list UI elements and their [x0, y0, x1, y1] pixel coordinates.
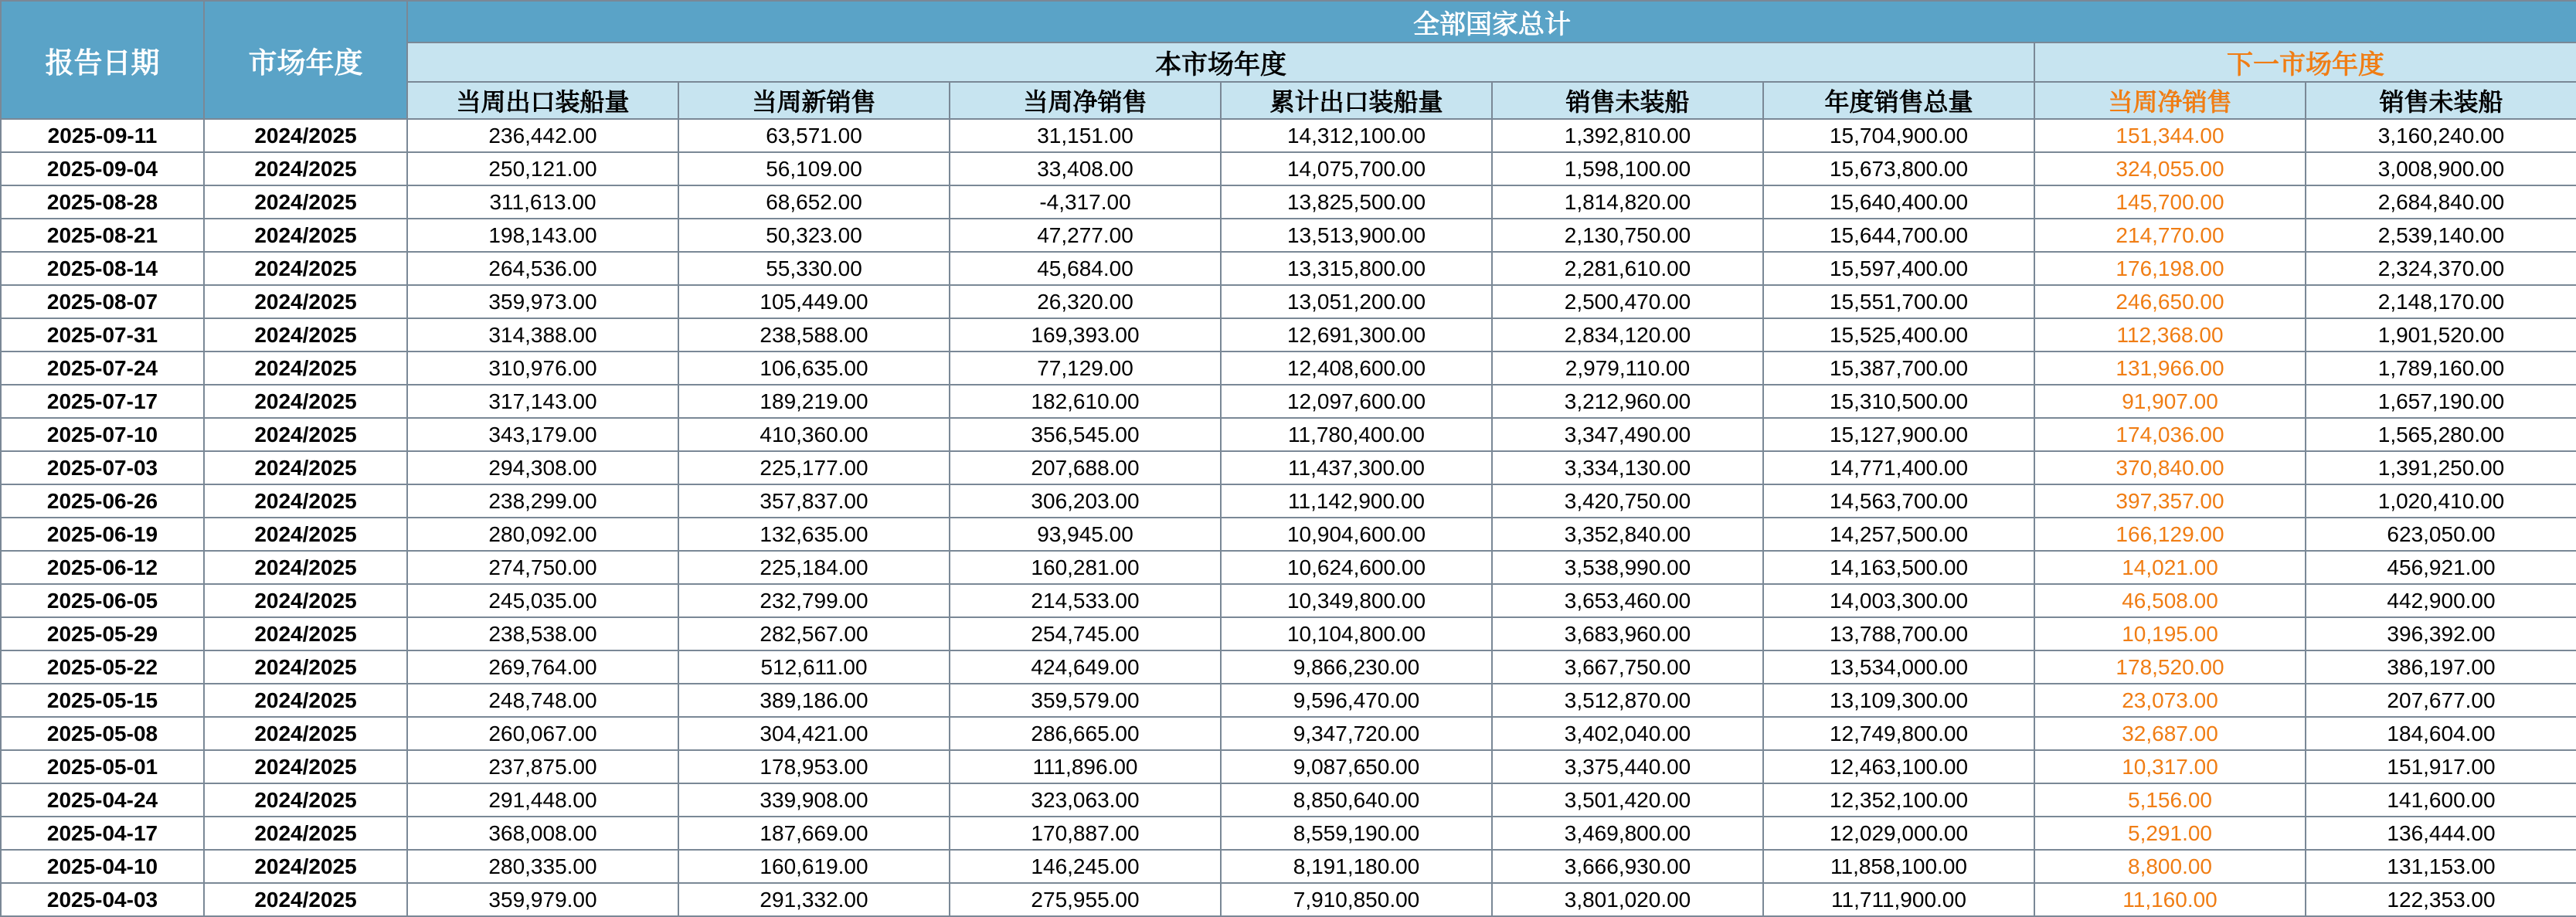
cell-next-year-net-sales: 10,317.00 [2034, 750, 2306, 783]
cell-weekly-shipments: 260,067.00 [407, 717, 678, 750]
cell-next-year-net-sales: 324,055.00 [2034, 152, 2306, 185]
cell-weekly-net-sales: -4,317.00 [950, 185, 1221, 219]
table-row [1, 418, 2576, 451]
cell-outstanding-sales: 3,334,130.00 [1492, 451, 1763, 484]
cell-weekly-net-sales: 31,151.00 [950, 119, 1221, 152]
cell-outstanding-sales: 3,352,840.00 [1492, 518, 1763, 551]
cell-cumulative-shipments: 10,624,600.00 [1221, 551, 1492, 584]
cell-next-year-net-sales: 46,508.00 [2034, 584, 2306, 617]
cell-report-date: 2025-07-17 [1, 385, 204, 418]
cell-cumulative-shipments: 13,513,900.00 [1221, 219, 1492, 252]
cell-market-year: 2024/2025 [204, 185, 407, 219]
cell-total-commitments: 14,163,500.00 [1763, 551, 2034, 584]
cell-total-commitments: 15,673,800.00 [1763, 152, 2034, 185]
cell-report-date: 2025-08-07 [1, 285, 204, 318]
cell-cumulative-shipments: 8,850,640.00 [1221, 783, 1492, 817]
cell-report-date: 2025-06-26 [1, 484, 204, 518]
cell-report-date: 2025-09-04 [1, 152, 204, 185]
table-header [1, 1, 2576, 119]
cell-cumulative-shipments: 9,347,720.00 [1221, 717, 1492, 750]
cell-next-year-net-sales: 246,650.00 [2034, 285, 2306, 318]
cell-next-year-net-sales: 166,129.00 [2034, 518, 2306, 551]
cell-weekly-new-sales: 105,449.00 [678, 285, 950, 318]
cell-next-year-outstanding: 141,600.00 [2306, 783, 2576, 817]
cell-next-year-outstanding: 396,392.00 [2306, 617, 2576, 650]
cell-outstanding-sales: 3,501,420.00 [1492, 783, 1763, 817]
cell-outstanding-sales: 3,375,440.00 [1492, 750, 1763, 783]
cell-weekly-shipments: 274,750.00 [407, 551, 678, 584]
cell-weekly-new-sales: 106,635.00 [678, 352, 950, 385]
cell-next-year-net-sales: 131,966.00 [2034, 352, 2306, 385]
cell-cumulative-shipments: 10,349,800.00 [1221, 584, 1492, 617]
cell-report-date: 2025-04-10 [1, 850, 204, 883]
cell-outstanding-sales: 1,814,820.00 [1492, 185, 1763, 219]
cell-next-year-outstanding: 2,684,840.00 [2306, 185, 2576, 219]
cell-total-commitments: 15,525,400.00 [1763, 318, 2034, 352]
cell-weekly-net-sales: 169,393.00 [950, 318, 1221, 352]
cell-weekly-new-sales: 282,567.00 [678, 617, 950, 650]
cell-total-commitments: 15,551,700.00 [1763, 285, 2034, 318]
cell-weekly-new-sales: 304,421.00 [678, 717, 950, 750]
cell-total-commitments: 14,771,400.00 [1763, 451, 2034, 484]
cell-cumulative-shipments: 11,142,900.00 [1221, 484, 1492, 518]
cell-weekly-new-sales: 50,323.00 [678, 219, 950, 252]
cell-next-year-outstanding: 1,565,280.00 [2306, 418, 2576, 451]
cell-report-date: 2025-08-21 [1, 219, 204, 252]
cell-outstanding-sales: 1,598,100.00 [1492, 152, 1763, 185]
cell-next-year-net-sales: 10,195.00 [2034, 617, 2306, 650]
cell-market-year: 2024/2025 [204, 385, 407, 418]
cell-next-year-net-sales: 23,073.00 [2034, 684, 2306, 717]
cell-total-commitments: 15,127,900.00 [1763, 418, 2034, 451]
cell-weekly-shipments: 311,613.00 [407, 185, 678, 219]
cell-next-year-net-sales: 14,021.00 [2034, 551, 2306, 584]
cell-report-date: 2025-05-22 [1, 650, 204, 684]
cell-next-year-outstanding: 442,900.00 [2306, 584, 2576, 617]
cell-weekly-new-sales: 189,219.00 [678, 385, 950, 418]
cell-cumulative-shipments: 13,315,800.00 [1221, 252, 1492, 285]
cell-next-year-net-sales: 5,291.00 [2034, 817, 2306, 850]
cell-weekly-new-sales: 339,908.00 [678, 783, 950, 817]
cell-total-commitments: 14,003,300.00 [1763, 584, 2034, 617]
cell-weekly-shipments: 236,442.00 [407, 119, 678, 152]
cell-total-commitments: 12,352,100.00 [1763, 783, 2034, 817]
cell-cumulative-shipments: 10,104,800.00 [1221, 617, 1492, 650]
table-row [1, 119, 2576, 152]
cell-weekly-new-sales: 160,619.00 [678, 850, 950, 883]
cell-weekly-shipments: 291,448.00 [407, 783, 678, 817]
cell-cumulative-shipments: 13,051,200.00 [1221, 285, 1492, 318]
cell-next-year-net-sales: 5,156.00 [2034, 783, 2306, 817]
cell-next-year-outstanding: 2,539,140.00 [2306, 219, 2576, 252]
cell-market-year: 2024/2025 [204, 318, 407, 352]
cell-next-year-net-sales: 32,687.00 [2034, 717, 2306, 750]
cell-next-year-net-sales: 174,036.00 [2034, 418, 2306, 451]
table-row [1, 285, 2576, 318]
cell-report-date: 2025-04-24 [1, 783, 204, 817]
cell-total-commitments: 15,387,700.00 [1763, 352, 2034, 385]
cell-next-year-net-sales: 370,840.00 [2034, 451, 2306, 484]
cell-report-date: 2025-06-19 [1, 518, 204, 551]
table-row [1, 252, 2576, 285]
header-weekly-shipments: 当周出口装船量 [407, 82, 678, 119]
cell-total-commitments: 15,640,400.00 [1763, 185, 2034, 219]
cell-market-year: 2024/2025 [204, 750, 407, 783]
cell-next-year-outstanding: 1,391,250.00 [2306, 451, 2576, 484]
cell-total-commitments: 11,858,100.00 [1763, 850, 2034, 883]
cell-report-date: 2025-05-29 [1, 617, 204, 650]
cell-outstanding-sales: 3,667,750.00 [1492, 650, 1763, 684]
cell-weekly-shipments: 310,976.00 [407, 352, 678, 385]
cell-next-year-net-sales: 176,198.00 [2034, 252, 2306, 285]
cell-cumulative-shipments: 8,559,190.00 [1221, 817, 1492, 850]
cell-total-commitments: 14,257,500.00 [1763, 518, 2034, 551]
cell-weekly-shipments: 269,764.00 [407, 650, 678, 684]
cell-outstanding-sales: 3,653,460.00 [1492, 584, 1763, 617]
cell-weekly-new-sales: 232,799.00 [678, 584, 950, 617]
table-row [1, 551, 2576, 584]
cell-next-year-outstanding: 151,917.00 [2306, 750, 2576, 783]
cell-report-date: 2025-09-11 [1, 119, 204, 152]
cell-weekly-net-sales: 359,579.00 [950, 684, 1221, 717]
cell-weekly-shipments: 359,979.00 [407, 883, 678, 916]
cell-total-commitments: 15,644,700.00 [1763, 219, 2034, 252]
cell-market-year: 2024/2025 [204, 650, 407, 684]
table-row [1, 484, 2576, 518]
table-row [1, 185, 2576, 219]
cell-next-year-net-sales: 112,368.00 [2034, 318, 2306, 352]
cell-cumulative-shipments: 14,312,100.00 [1221, 119, 1492, 152]
cell-weekly-new-sales: 291,332.00 [678, 883, 950, 916]
table-row [1, 750, 2576, 783]
header-next-market-year: 下一市场年度 [2034, 42, 2576, 82]
cell-cumulative-shipments: 11,780,400.00 [1221, 418, 1492, 451]
cell-report-date: 2025-06-12 [1, 551, 204, 584]
cell-next-year-net-sales: 145,700.00 [2034, 185, 2306, 219]
cell-next-year-net-sales: 91,907.00 [2034, 385, 2306, 418]
cell-outstanding-sales: 3,212,960.00 [1492, 385, 1763, 418]
cell-total-commitments: 15,310,500.00 [1763, 385, 2034, 418]
cell-weekly-new-sales: 68,652.00 [678, 185, 950, 219]
cell-market-year: 2024/2025 [204, 352, 407, 385]
cell-cumulative-shipments: 12,097,600.00 [1221, 385, 1492, 418]
cell-next-year-outstanding: 131,153.00 [2306, 850, 2576, 883]
cell-market-year: 2024/2025 [204, 850, 407, 883]
table-row [1, 451, 2576, 484]
cell-market-year: 2024/2025 [204, 617, 407, 650]
cell-weekly-shipments: 368,008.00 [407, 817, 678, 850]
header-weekly-net-sales: 当周净销售 [950, 82, 1221, 119]
cell-report-date: 2025-07-31 [1, 318, 204, 352]
cell-market-year: 2024/2025 [204, 252, 407, 285]
cell-next-year-outstanding: 2,148,170.00 [2306, 285, 2576, 318]
cell-report-date: 2025-04-17 [1, 817, 204, 850]
cell-report-date: 2025-08-14 [1, 252, 204, 285]
cell-weekly-net-sales: 424,649.00 [950, 650, 1221, 684]
cell-weekly-shipments: 317,143.00 [407, 385, 678, 418]
cell-next-year-net-sales: 8,800.00 [2034, 850, 2306, 883]
cell-cumulative-shipments: 8,191,180.00 [1221, 850, 1492, 883]
cell-market-year: 2024/2025 [204, 285, 407, 318]
cell-next-year-outstanding: 623,050.00 [2306, 518, 2576, 551]
cell-next-year-outstanding: 3,160,240.00 [2306, 119, 2576, 152]
cell-report-date: 2025-05-01 [1, 750, 204, 783]
cell-weekly-new-sales: 357,837.00 [678, 484, 950, 518]
cell-weekly-shipments: 248,748.00 [407, 684, 678, 717]
cell-weekly-shipments: 280,335.00 [407, 850, 678, 883]
cell-weekly-shipments: 250,121.00 [407, 152, 678, 185]
cell-weekly-new-sales: 56,109.00 [678, 152, 950, 185]
cell-weekly-net-sales: 214,533.00 [950, 584, 1221, 617]
cell-next-year-outstanding: 1,657,190.00 [2306, 385, 2576, 418]
cell-weekly-net-sales: 275,955.00 [950, 883, 1221, 916]
cell-total-commitments: 12,463,100.00 [1763, 750, 2034, 783]
cell-outstanding-sales: 2,281,610.00 [1492, 252, 1763, 285]
cell-weekly-net-sales: 93,945.00 [950, 518, 1221, 551]
table-row [1, 650, 2576, 684]
cell-weekly-net-sales: 111,896.00 [950, 750, 1221, 783]
cell-weekly-net-sales: 286,665.00 [950, 717, 1221, 750]
header-weekly-new-sales: 当周新销售 [678, 82, 950, 119]
cell-weekly-net-sales: 146,245.00 [950, 850, 1221, 883]
cell-cumulative-shipments: 12,408,600.00 [1221, 352, 1492, 385]
cell-weekly-new-sales: 225,177.00 [678, 451, 950, 484]
cell-report-date: 2025-06-05 [1, 584, 204, 617]
cell-total-commitments: 15,704,900.00 [1763, 119, 2034, 152]
table-row [1, 883, 2576, 916]
cell-weekly-net-sales: 77,129.00 [950, 352, 1221, 385]
cell-total-commitments: 15,597,400.00 [1763, 252, 2034, 285]
cell-cumulative-shipments: 9,087,650.00 [1221, 750, 1492, 783]
cell-cumulative-shipments: 7,910,850.00 [1221, 883, 1492, 916]
cell-outstanding-sales: 3,347,490.00 [1492, 418, 1763, 451]
cell-weekly-shipments: 238,538.00 [407, 617, 678, 650]
cell-weekly-new-sales: 55,330.00 [678, 252, 950, 285]
cell-market-year: 2024/2025 [204, 518, 407, 551]
table-row [1, 219, 2576, 252]
cell-next-year-outstanding: 184,604.00 [2306, 717, 2576, 750]
cell-weekly-net-sales: 33,408.00 [950, 152, 1221, 185]
table-row [1, 817, 2576, 850]
cell-outstanding-sales: 3,469,800.00 [1492, 817, 1763, 850]
cell-cumulative-shipments: 14,075,700.00 [1221, 152, 1492, 185]
cell-next-year-net-sales: 397,357.00 [2034, 484, 2306, 518]
table-row [1, 518, 2576, 551]
cell-next-year-outstanding: 207,677.00 [2306, 684, 2576, 717]
cell-outstanding-sales: 2,979,110.00 [1492, 352, 1763, 385]
header-next-year-outstanding: 销售未装船 [2306, 82, 2576, 119]
cell-weekly-new-sales: 238,588.00 [678, 318, 950, 352]
cell-outstanding-sales: 3,666,930.00 [1492, 850, 1763, 883]
cell-outstanding-sales: 3,512,870.00 [1492, 684, 1763, 717]
cell-cumulative-shipments: 12,691,300.00 [1221, 318, 1492, 352]
table-row [1, 783, 2576, 817]
cell-weekly-shipments: 314,388.00 [407, 318, 678, 352]
table-row [1, 617, 2576, 650]
cell-weekly-net-sales: 160,281.00 [950, 551, 1221, 584]
cell-market-year: 2024/2025 [204, 584, 407, 617]
cell-outstanding-sales: 1,392,810.00 [1492, 119, 1763, 152]
table-row [1, 318, 2576, 352]
cell-cumulative-shipments: 9,596,470.00 [1221, 684, 1492, 717]
cell-next-year-outstanding: 456,921.00 [2306, 551, 2576, 584]
cell-weekly-new-sales: 225,184.00 [678, 551, 950, 584]
cell-next-year-outstanding: 136,444.00 [2306, 817, 2576, 850]
header-all-countries: 全部国家总计 [407, 1, 2576, 42]
cell-next-year-net-sales: 11,160.00 [2034, 883, 2306, 916]
table-body [1, 119, 2576, 916]
cell-weekly-shipments: 264,536.00 [407, 252, 678, 285]
cell-next-year-outstanding: 1,789,160.00 [2306, 352, 2576, 385]
cell-total-commitments: 13,788,700.00 [1763, 617, 2034, 650]
cell-market-year: 2024/2025 [204, 119, 407, 152]
cell-cumulative-shipments: 13,825,500.00 [1221, 185, 1492, 219]
cell-weekly-net-sales: 356,545.00 [950, 418, 1221, 451]
cell-weekly-net-sales: 26,320.00 [950, 285, 1221, 318]
header-report-date: 报告日期 [1, 1, 204, 119]
cell-report-date: 2025-05-08 [1, 717, 204, 750]
header-next-year-net-sales: 当周净销售 [2034, 82, 2306, 119]
header-this-market-year: 本市场年度 [407, 42, 2034, 82]
cell-weekly-net-sales: 182,610.00 [950, 385, 1221, 418]
cell-outstanding-sales: 3,420,750.00 [1492, 484, 1763, 518]
cell-next-year-outstanding: 1,020,410.00 [2306, 484, 2576, 518]
cell-weekly-new-sales: 63,571.00 [678, 119, 950, 152]
cell-market-year: 2024/2025 [204, 451, 407, 484]
cell-weekly-net-sales: 306,203.00 [950, 484, 1221, 518]
cell-market-year: 2024/2025 [204, 883, 407, 916]
cell-total-commitments: 14,563,700.00 [1763, 484, 2034, 518]
header-total-commitments: 年度销售总量 [1763, 82, 2034, 119]
cell-next-year-outstanding: 3,008,900.00 [2306, 152, 2576, 185]
cell-weekly-shipments: 198,143.00 [407, 219, 678, 252]
cell-market-year: 2024/2025 [204, 219, 407, 252]
cell-market-year: 2024/2025 [204, 783, 407, 817]
cell-cumulative-shipments: 9,866,230.00 [1221, 650, 1492, 684]
cell-weekly-net-sales: 47,277.00 [950, 219, 1221, 252]
cell-market-year: 2024/2025 [204, 484, 407, 518]
cell-next-year-outstanding: 2,324,370.00 [2306, 252, 2576, 285]
cell-cumulative-shipments: 11,437,300.00 [1221, 451, 1492, 484]
cell-total-commitments: 12,029,000.00 [1763, 817, 2034, 850]
cell-next-year-net-sales: 178,520.00 [2034, 650, 2306, 684]
cell-next-year-outstanding: 386,197.00 [2306, 650, 2576, 684]
cell-market-year: 2024/2025 [204, 817, 407, 850]
table-row [1, 352, 2576, 385]
header-cumulative-shipments: 累计出口装船量 [1221, 82, 1492, 119]
cell-total-commitments: 11,711,900.00 [1763, 883, 2034, 916]
cell-market-year: 2024/2025 [204, 418, 407, 451]
cell-weekly-new-sales: 410,360.00 [678, 418, 950, 451]
cell-outstanding-sales: 3,538,990.00 [1492, 551, 1763, 584]
table-row [1, 684, 2576, 717]
header-outstanding-sales: 销售未装船 [1492, 82, 1763, 119]
table-row [1, 385, 2576, 418]
cell-weekly-shipments: 237,875.00 [407, 750, 678, 783]
cell-market-year: 2024/2025 [204, 551, 407, 584]
cell-report-date: 2025-07-10 [1, 418, 204, 451]
cell-weekly-new-sales: 178,953.00 [678, 750, 950, 783]
cell-cumulative-shipments: 10,904,600.00 [1221, 518, 1492, 551]
cell-outstanding-sales: 2,130,750.00 [1492, 219, 1763, 252]
table-row [1, 584, 2576, 617]
cell-report-date: 2025-04-03 [1, 883, 204, 916]
cell-total-commitments: 13,109,300.00 [1763, 684, 2034, 717]
cell-outstanding-sales: 3,801,020.00 [1492, 883, 1763, 916]
cell-weekly-net-sales: 254,745.00 [950, 617, 1221, 650]
cell-weekly-shipments: 280,092.00 [407, 518, 678, 551]
cell-report-date: 2025-08-28 [1, 185, 204, 219]
table-row [1, 152, 2576, 185]
cell-outstanding-sales: 2,500,470.00 [1492, 285, 1763, 318]
cell-market-year: 2024/2025 [204, 717, 407, 750]
cell-market-year: 2024/2025 [204, 152, 407, 185]
header-market-year: 市场年度 [204, 1, 407, 119]
cell-weekly-new-sales: 389,186.00 [678, 684, 950, 717]
cell-outstanding-sales: 3,683,960.00 [1492, 617, 1763, 650]
cell-weekly-new-sales: 512,611.00 [678, 650, 950, 684]
cell-weekly-new-sales: 187,669.00 [678, 817, 950, 850]
table-row [1, 850, 2576, 883]
cell-weekly-shipments: 343,179.00 [407, 418, 678, 451]
cell-next-year-net-sales: 151,344.00 [2034, 119, 2306, 152]
cell-weekly-net-sales: 45,684.00 [950, 252, 1221, 285]
cell-next-year-outstanding: 122,353.00 [2306, 883, 2576, 916]
cell-report-date: 2025-07-03 [1, 451, 204, 484]
cell-weekly-shipments: 245,035.00 [407, 584, 678, 617]
cell-weekly-shipments: 359,973.00 [407, 285, 678, 318]
cell-weekly-net-sales: 207,688.00 [950, 451, 1221, 484]
cell-total-commitments: 13,534,000.00 [1763, 650, 2034, 684]
cell-report-date: 2025-07-24 [1, 352, 204, 385]
cell-weekly-net-sales: 323,063.00 [950, 783, 1221, 817]
cell-weekly-shipments: 238,299.00 [407, 484, 678, 518]
cell-total-commitments: 12,749,800.00 [1763, 717, 2034, 750]
cell-outstanding-sales: 2,834,120.00 [1492, 318, 1763, 352]
cell-next-year-outstanding: 1,901,520.00 [2306, 318, 2576, 352]
cell-report-date: 2025-05-15 [1, 684, 204, 717]
table-row [1, 717, 2576, 750]
cell-market-year: 2024/2025 [204, 684, 407, 717]
cell-weekly-new-sales: 132,635.00 [678, 518, 950, 551]
cell-outstanding-sales: 3,402,040.00 [1492, 717, 1763, 750]
cell-next-year-net-sales: 214,770.00 [2034, 219, 2306, 252]
cell-weekly-shipments: 294,308.00 [407, 451, 678, 484]
cell-weekly-net-sales: 170,887.00 [950, 817, 1221, 850]
